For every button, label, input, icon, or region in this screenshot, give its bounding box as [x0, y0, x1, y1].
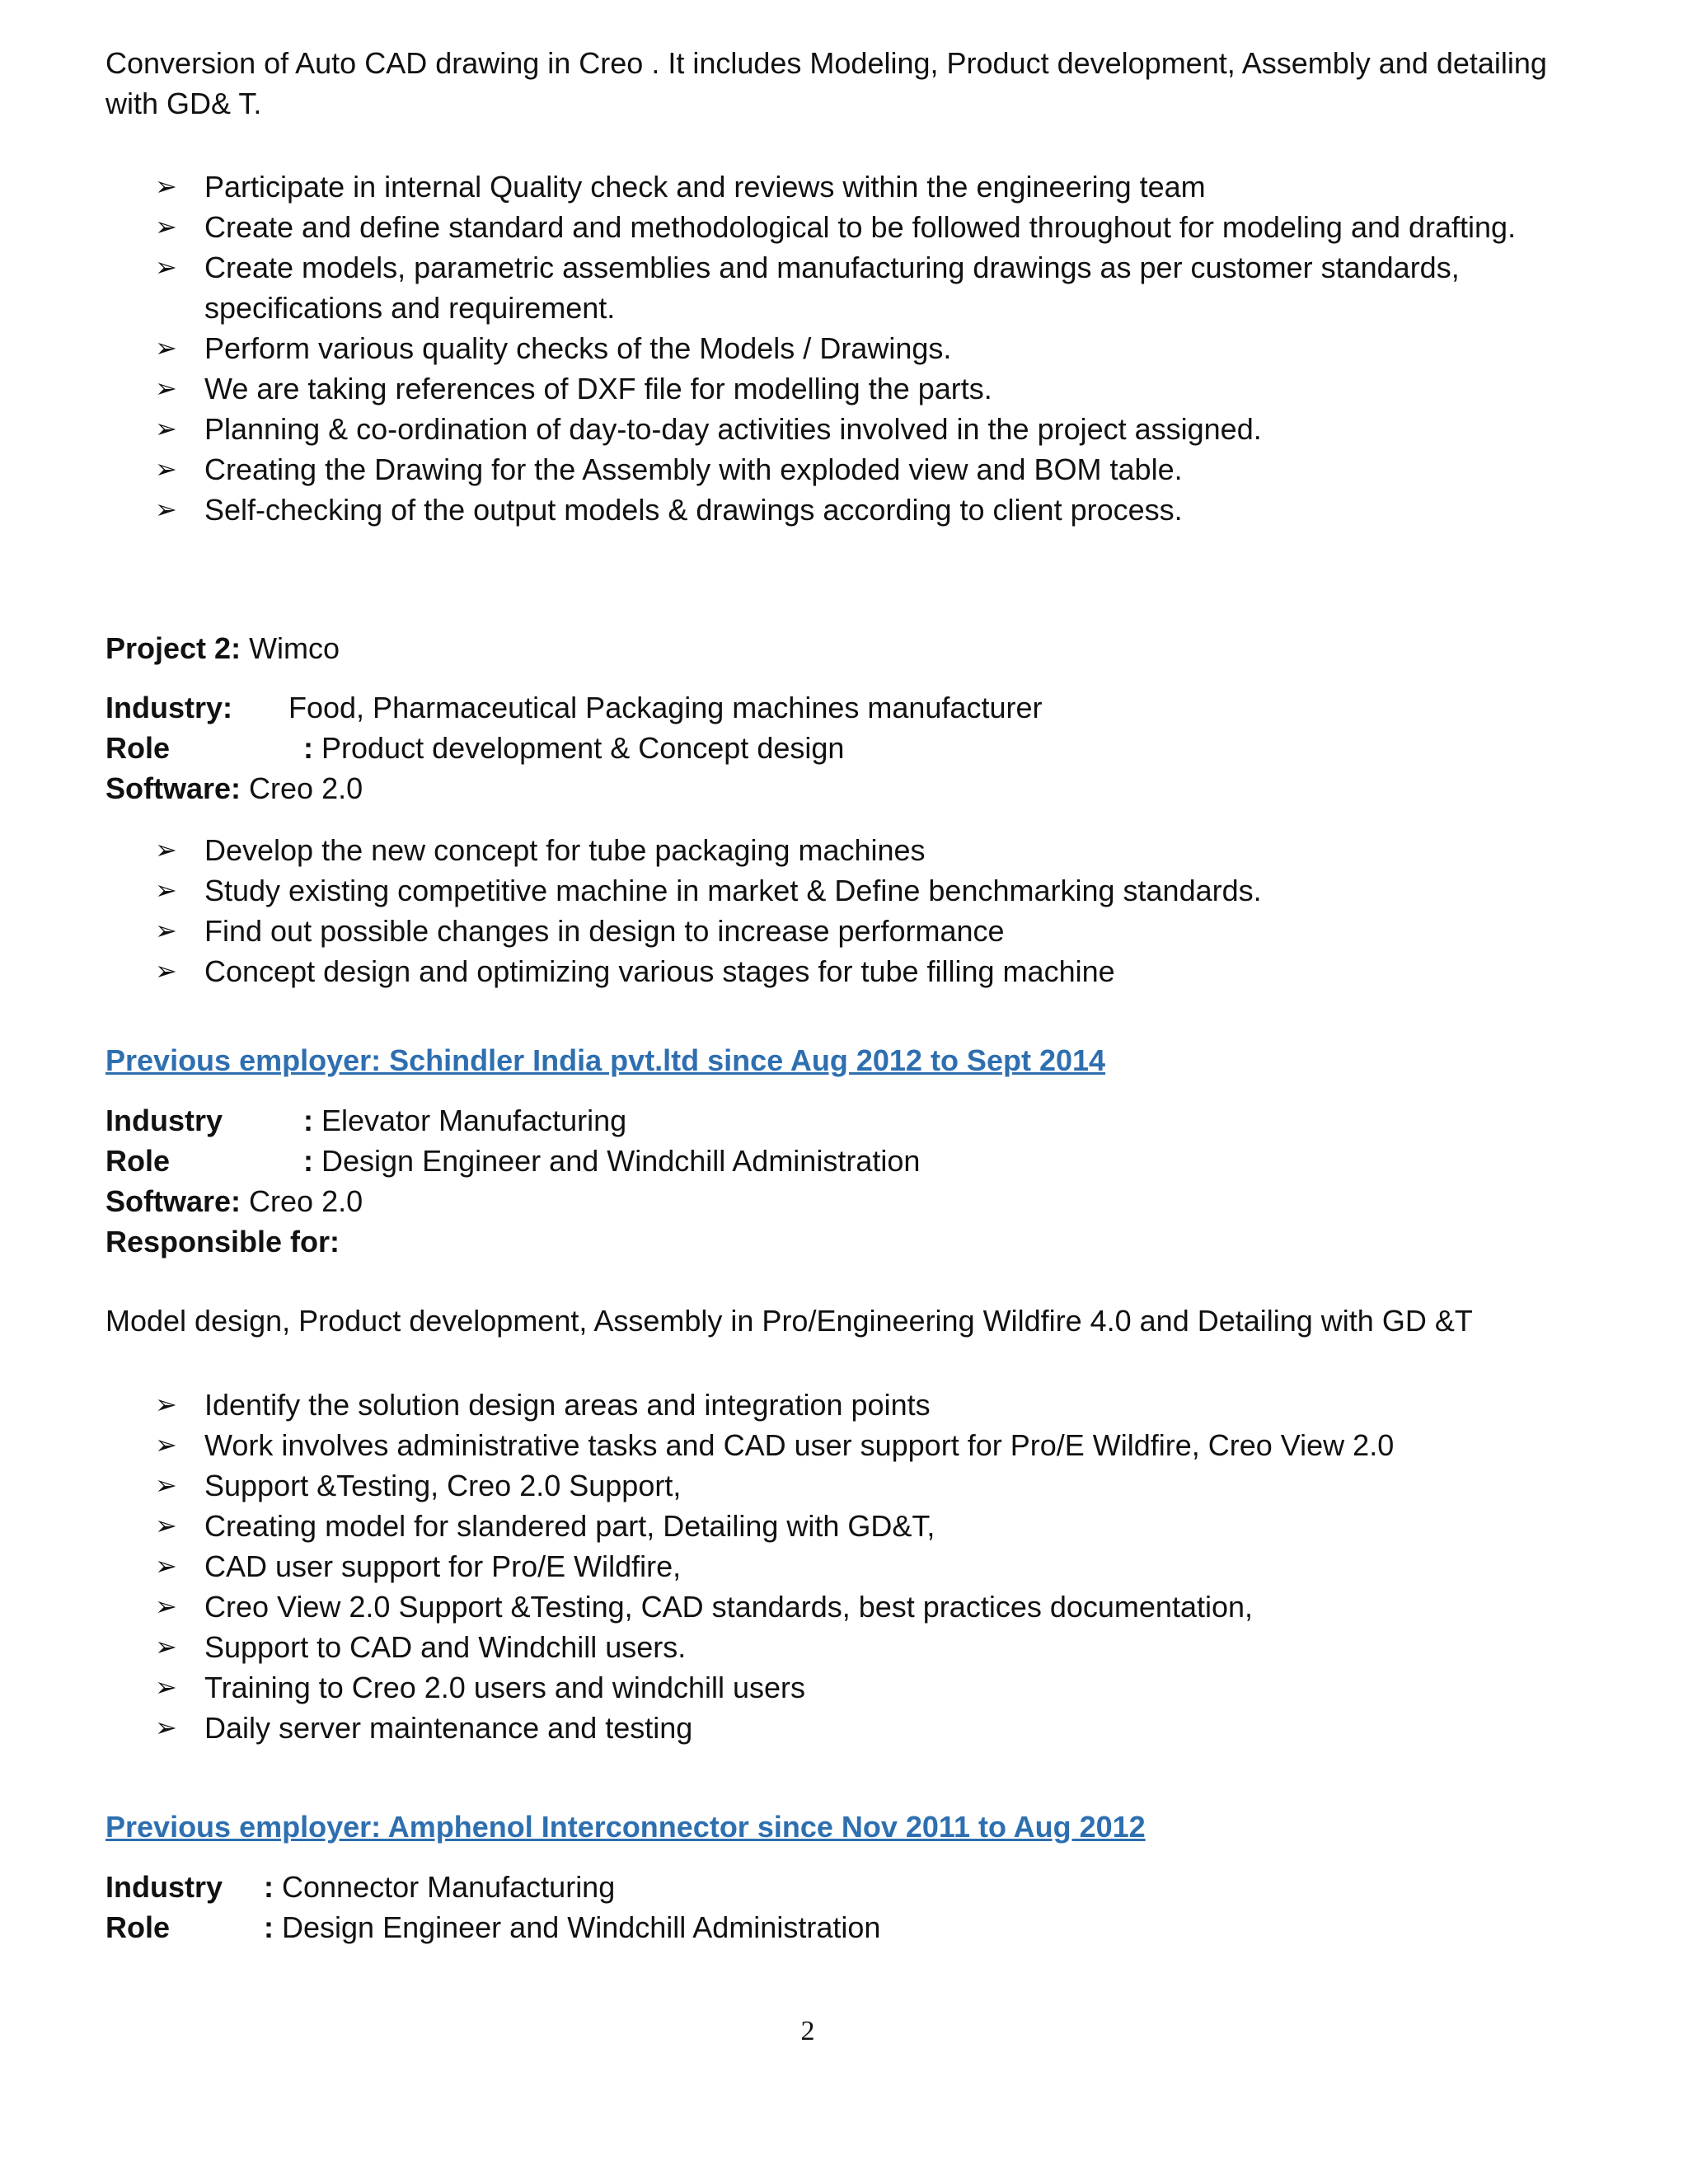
arrow-bullet-icon: ➢ — [155, 1712, 177, 1743]
list-item: ➢ Support &Testing, Creo 2.0 Support, — [106, 1465, 1581, 1506]
arrow-bullet-icon: ➢ — [155, 332, 177, 363]
arrow-bullet-icon: ➢ — [155, 834, 177, 865]
list-item: ➢ Perform various quality checks of the Models / Drawings. — [106, 328, 1581, 368]
project2-software: Software: Creo 2.0 — [106, 771, 363, 805]
list-item: ➢ Creo View 2.0 Support &Testing, CAD standards, best practices documentation, — [106, 1586, 1581, 1627]
list-item: ➢ Work involves administrative tasks and CAD user support for Pro/E Wildfire, Creo View 2.0 — [106, 1425, 1581, 1465]
heading-previous-employer-amphenol: Previous employer: Amphenol Interconnector since Nov 2011 to Aug 2012 — [106, 1810, 1146, 1844]
project2-title: Project 2: Wimco — [106, 631, 340, 665]
list-item: ➢ Create models, parametric assemblies and manufacturing drawings as per customer standards, specifications and requirement. — [106, 247, 1581, 328]
list-item: ➢ Study existing competitive machine in market & Define benchmarking standards. — [106, 870, 1581, 911]
project2-role: Role : Product development & Concept design — [106, 731, 845, 765]
schindler-summary: Model design, Product development, Assembly in Pro/Engineering Wildfire 4.0 and Detailing with GD &T — [106, 1304, 1473, 1338]
arrow-bullet-icon: ➢ — [155, 413, 177, 444]
schindler-role: Role : Design Engineer and Windchill Administration — [106, 1144, 921, 1178]
arrow-bullet-icon: ➢ — [155, 494, 177, 525]
arrow-bullet-icon: ➢ — [155, 453, 177, 485]
arrow-bullet-icon: ➢ — [155, 1671, 177, 1703]
arrow-bullet-icon: ➢ — [155, 373, 177, 404]
bullet-list-project2 — [106, 830, 1581, 991]
list-item: ➢ Find out possible changes in design to increase performance — [106, 911, 1581, 951]
bullet-list-responsibilities — [106, 166, 1581, 530]
bullet-list-schindler — [106, 1385, 1581, 1748]
arrow-bullet-icon: ➢ — [155, 1469, 177, 1501]
arrow-bullet-icon: ➢ — [155, 1631, 177, 1662]
amphenol-role: Role : Design Engineer and Windchill Administration — [106, 1910, 881, 1944]
heading-previous-employer-schindler: Previous employer: Schindler India pvt.ltd since Aug 2012 to Sept 2014 — [106, 1043, 1106, 1077]
schindler-software: Software: Creo 2.0 — [106, 1184, 363, 1218]
list-item: ➢ CAD user support for Pro/E Wildfire, — [106, 1546, 1581, 1586]
arrow-bullet-icon: ➢ — [155, 915, 177, 946]
schindler-industry: Industry : Elevator Manufacturing — [106, 1104, 627, 1137]
arrow-bullet-icon: ➢ — [155, 1591, 177, 1622]
list-item: ➢ Self-checking of the output models & drawings according to client process. — [106, 490, 1581, 530]
list-item: ➢ Daily server maintenance and testing — [106, 1708, 1581, 1748]
list-item: ➢ We are taking references of DXF file for modelling the parts. — [106, 368, 1581, 409]
arrow-bullet-icon: ➢ — [155, 171, 177, 202]
project2-industry: Industry: Food, Pharmaceutical Packaging machines manufacturer — [106, 691, 1043, 724]
list-item: ➢ Concept design and optimizing various stages for tube filling machine — [106, 951, 1581, 991]
list-item: ➢ Create and define standard and methodological to be followed throughout for modeling and drafting. — [106, 207, 1581, 247]
page-number: 2 — [800, 2016, 815, 2046]
list-item: ➢ Creating the Drawing for the Assembly with exploded view and BOM table. — [106, 449, 1581, 490]
arrow-bullet-icon: ➢ — [155, 211, 177, 242]
list-item: ➢ Planning & co-ordination of day-to-day activities involved in the project assigned. — [106, 409, 1581, 449]
arrow-bullet-icon: ➢ — [155, 955, 177, 987]
schindler-responsible-label: Responsible for: — [106, 1225, 340, 1258]
arrow-bullet-icon: ➢ — [155, 251, 177, 283]
list-item: ➢ Participate in internal Quality check and reviews within the engineering team — [106, 166, 1581, 207]
list-item: ➢ Training to Creo 2.0 users and windchill users — [106, 1667, 1581, 1708]
list-item: ➢ Identify the solution design areas and integration points — [106, 1385, 1581, 1425]
list-item: ➢ Support to CAD and Windchill users. — [106, 1627, 1581, 1667]
arrow-bullet-icon: ➢ — [155, 1510, 177, 1541]
arrow-bullet-icon: ➢ — [155, 874, 177, 906]
amphenol-industry: Industry : Connector Manufacturing — [106, 1870, 616, 1904]
arrow-bullet-icon: ➢ — [155, 1550, 177, 1582]
list-item: ➢ Develop the new concept for tube packaging machines — [106, 830, 1581, 870]
list-item: ➢ Creating model for slandered part, Detailing with GD&T, — [106, 1506, 1581, 1546]
intro-paragraph: Conversion of Auto CAD drawing in Creo . It includes Modeling, Product development, Assembly and detailing with GD& T. — [106, 46, 1547, 120]
arrow-bullet-icon: ➢ — [155, 1429, 177, 1460]
arrow-bullet-icon: ➢ — [155, 1389, 177, 1420]
